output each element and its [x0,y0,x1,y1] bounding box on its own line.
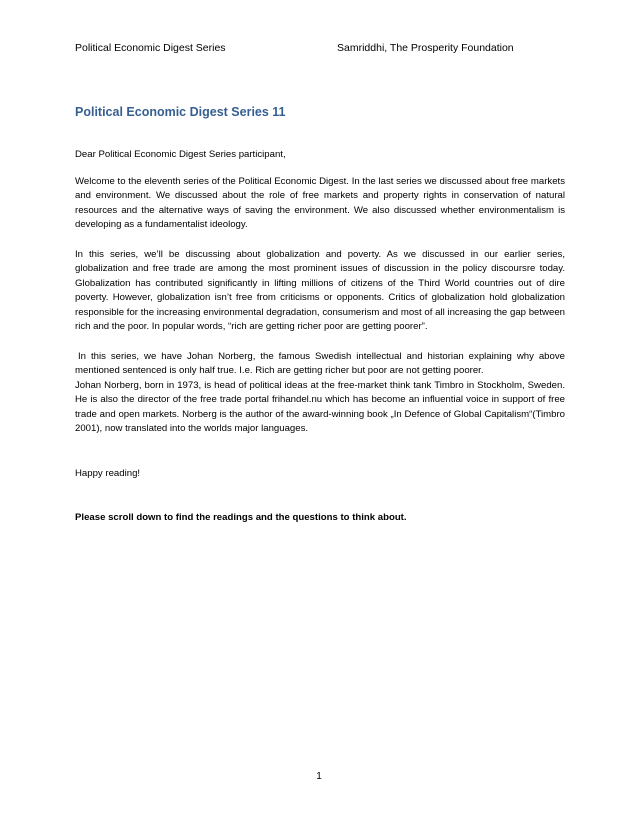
closing-line: Happy reading! [75,467,141,479]
paragraph-norberg-bio: Johan Norberg, born in 1973, is head of political ideas at the free-market think tank Timbro in Stockholm, Sweden. He is also the director of the free trade portal frihandel.nu which has become an influential voice in support of free trade and open markets. Norberg is the author of the award-winning book „In Defence of Global Capitalism“(Timbro 2001), now translated into the worlds major languages. [75,379,565,434]
paragraph-norberg-intro: In this series, we have Johan Norberg, the famous Swedish intellectual and historian explaining why above mentioned sentenced is only half true. I.e. Rich are getting richer but poor are not getting poorer. [75,350,565,376]
paragraph-intro: Welcome to the eleventh series of the Political Economic Digest. In the last series we discussed about free markets and environment. We discussed about the role of free markets and property rights in conservation of natural resources and the alternative ways of saving the environment. We also discussed whether environmentalism is developing as a fundamentalist ideology. [75,175,565,230]
document-title: Political Economic Digest Series 11 [75,105,286,119]
page-number: 1 [316,771,322,782]
header-organization: Samriddhi, The Prosperity Foundation [337,42,514,54]
header-series-name: Political Economic Digest Series [75,42,226,54]
salutation: Dear Political Economic Digest Series participant, [75,149,286,160]
document-body [75,104,565,541]
reading-instruction: Please scroll down to find the readings and the questions to think about. [75,512,407,523]
page-header [75,40,565,56]
paragraph-globalization: In this series, we’ll be discussing about globalization and poverty. As we discussed in our earlier series, globalization and free trade are among the most prominent issues of discussion in the policy discoursre today. Globalization has contributed significantly in lifting millions of citizens of the Third World countries out of dire poverty. However, globalization isn’t free from criticisms or opponents. Critics of globalization hold globalization responsible for the increasing environmental degradation, consumerism and most of all increasing the gap between rich and the poor. In popular words, “rich are getting richer poor are getting poorer”. [75,248,565,332]
